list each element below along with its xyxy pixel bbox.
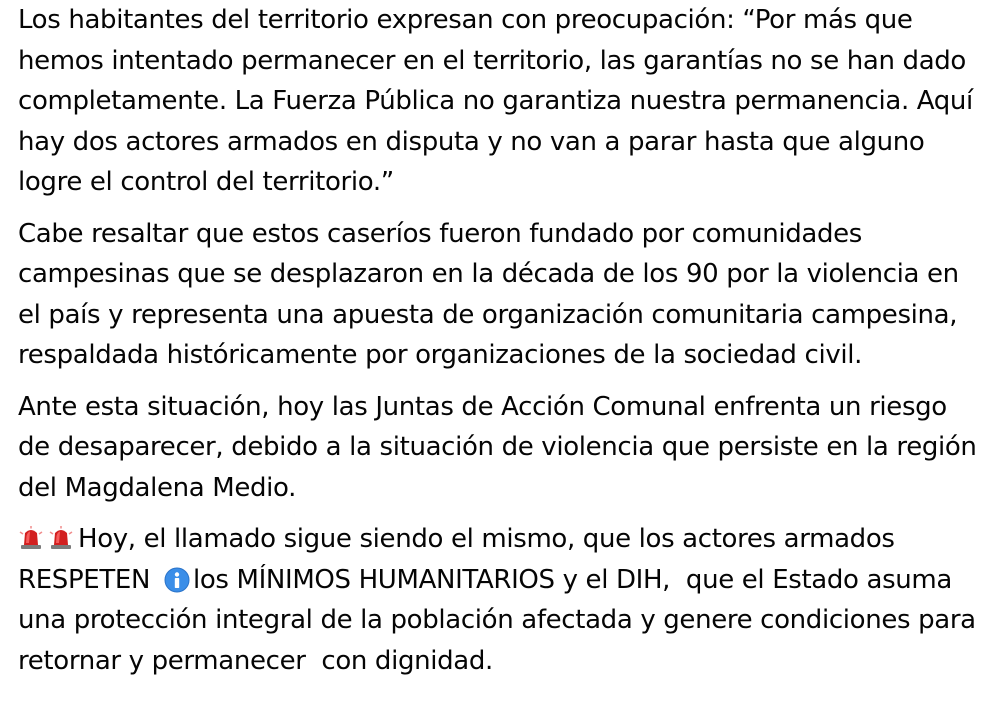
paragraph-call-to-action xyxy=(18,519,984,681)
paragraph-situation: Ante esta situación, hoy las Juntas de Acción Comunal enfrenta un riesgo de desaparecer, debido a la situación de violencia que persiste en la región del Magdalena Medio. xyxy=(18,391,985,503)
police-car-light-icon xyxy=(48,524,74,550)
paragraph-history: Cabe resaltar que estos caseríos fueron fundado por comunidades campesinas que se desplazaron en la década de los 90 por la violencia en el país y representa una apuesta de organización comunitaria campesina, respaldada históricamente por organizaciones de la sociedad civil. xyxy=(18,218,967,370)
call-to-action-text-end: los MÍNIMOS HUMANITARIOS y el DIH, que el Estado asuma una protección integral de la población afectada y genere condiciones para retornar y permanecer con dignidad. xyxy=(18,564,984,676)
information-icon xyxy=(164,567,190,593)
call-to-action-text-start: Hoy, el llamado sigue siendo el mismo, que los actores armados RESPETEN xyxy=(18,524,903,595)
paragraph-quote: Los habitantes del territorio expresan con preocupación: “Por más que hemos intentado permanecer en el territorio, las garantías no se han dado completamente. La Fuerza Pública no garantiza nuestra permanencia. Aquí hay dos actores armados en disputa y no van a parar hasta que alguno logre el control del territorio.” xyxy=(18,5,981,197)
post-text xyxy=(18,0,985,692)
police-car-light-icon xyxy=(18,524,44,550)
